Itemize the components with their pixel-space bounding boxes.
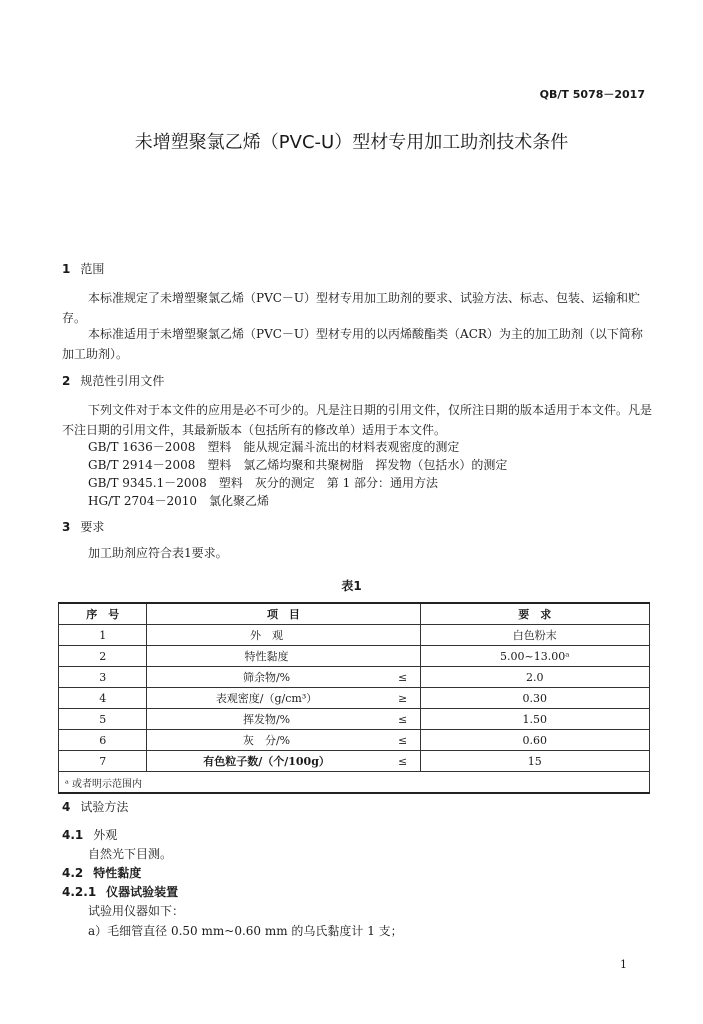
cell-no: 7 (59, 751, 147, 772)
cell-item: 挥发物/% (147, 709, 386, 730)
section-number: 3 (62, 520, 71, 534)
cell-item: 灰 分/% (147, 730, 386, 751)
appearance-method-text: 自然光下目测。 (88, 847, 173, 861)
subsection-number: 4.2.1 (62, 885, 97, 899)
table-note-row (59, 772, 650, 794)
table-row (59, 751, 650, 772)
ref-item: GB/T 1636－2008 塑料 能从规定漏斗流出的材料表观密度的测定 (88, 440, 460, 454)
header-value: 要 求 (420, 603, 650, 625)
section-4-heading (62, 798, 128, 815)
cell-value: 15 (420, 751, 650, 772)
cell-op: ≤ (386, 730, 420, 751)
scope-paragraph-2: 本标准适用于未增塑聚氯乙烯（PVC－U）型材专用的以丙烯酸酯类（ACR）为主的加工助剂（以下简称加工助剂）。 (62, 327, 643, 361)
cell-value: 5.00~13.00ᵃ (420, 646, 650, 667)
cell-value: 白色粉末 (420, 625, 650, 646)
header-no: 序 号 (59, 603, 147, 625)
instrument-item-a: a）毛细管直径 0.50 mm~0.60 mm 的乌氏黏度计 1 支； (88, 924, 403, 938)
cell-no: 2 (59, 646, 147, 667)
table-row (59, 730, 650, 751)
cell-no: 6 (59, 730, 147, 751)
table-row (59, 646, 650, 667)
subsection-4-2-heading (62, 864, 141, 881)
ref-item: GB/T 9345.1－2008 塑料 灰分的测定 第 1 部分：通用方法 (88, 476, 439, 490)
cell-no: 4 (59, 688, 147, 709)
subsection-title: 外观 (93, 828, 118, 842)
section-number: 1 (62, 262, 71, 276)
refs-intro: 下列文件对于本文件的应用是必不可少的。凡是注日期的引用文件，仅所注日期的版本适用于本文件。凡是不注日期的引用文件，其最新版本（包括所有的修改单）适用于本文件。 (62, 403, 653, 437)
requirements-text: 加工助剂应符合表1要求。 (88, 546, 228, 560)
cell-value: 2.0 (420, 667, 650, 688)
ref-item: GB/T 2914－2008 塑料 氯乙烯均聚和共聚树脂 挥发物（包括水）的测定 (88, 458, 508, 472)
section-title: 范围 (80, 262, 105, 276)
subsection-title: 仪器试验装置 (106, 885, 179, 899)
table-caption: 表1 (341, 579, 362, 593)
cell-op: ≤ (386, 751, 420, 772)
section-2-heading (62, 372, 164, 389)
table-note: ᵃ 或者明示范围内 (59, 772, 650, 794)
section-number: 4 (62, 800, 71, 814)
cell-op (386, 625, 420, 646)
cell-op: ≤ (386, 667, 420, 688)
cell-op: ≥ (386, 688, 420, 709)
cell-op: ≤ (386, 709, 420, 730)
standard-code: QB/T 5078－2017 (539, 88, 645, 101)
scope-paragraph-1: 本标准规定了未增塑聚氯乙烯（PVC－U）型材专用加工助剂的要求、试验方法、标志、包装、运输和贮存。 (62, 291, 641, 325)
subsection-number: 4.2 (62, 866, 84, 880)
cell-item: 特性黏度 (147, 646, 386, 667)
table-row (59, 667, 650, 688)
section-title: 要求 (80, 520, 105, 534)
section-1-heading (62, 260, 104, 277)
subsection-title: 特性黏度 (93, 866, 142, 880)
page-number: 1 (620, 958, 627, 971)
table-row (59, 688, 650, 709)
cell-value: 0.30 (420, 688, 650, 709)
cell-op (386, 646, 420, 667)
ref-item: HG/T 2704－2010 氯化聚乙烯 (88, 494, 269, 508)
section-number: 2 (62, 374, 71, 388)
requirements-table (58, 602, 650, 794)
section-3-heading (62, 518, 104, 535)
cell-value: 0.60 (420, 730, 650, 751)
subsection-4-2-1-heading (62, 883, 178, 900)
section-title: 规范性引用文件 (80, 374, 165, 388)
cell-item: 筛余物/% (147, 667, 386, 688)
document-title: 未增塑聚氯乙烯（PVC-U）型材专用加工助剂技术条件 (134, 132, 569, 153)
cell-value: 1.50 (420, 709, 650, 730)
instrument-intro-text: 试验用仪器如下： (88, 904, 185, 918)
section-title: 试验方法 (80, 800, 129, 814)
cell-item: 有色粒子数/（个/100g） (147, 751, 386, 772)
header-item: 项 目 (147, 603, 420, 625)
cell-no: 3 (59, 667, 147, 688)
subsection-4-1-heading (62, 826, 117, 843)
cell-no: 5 (59, 709, 147, 730)
subsection-number: 4.1 (62, 828, 84, 842)
table-row (59, 709, 650, 730)
table-row (59, 625, 650, 646)
cell-no: 1 (59, 625, 147, 646)
cell-item: 外 观 (147, 625, 386, 646)
cell-item: 表观密度/（g/cm³） (147, 688, 386, 709)
table-header-row (59, 603, 650, 625)
